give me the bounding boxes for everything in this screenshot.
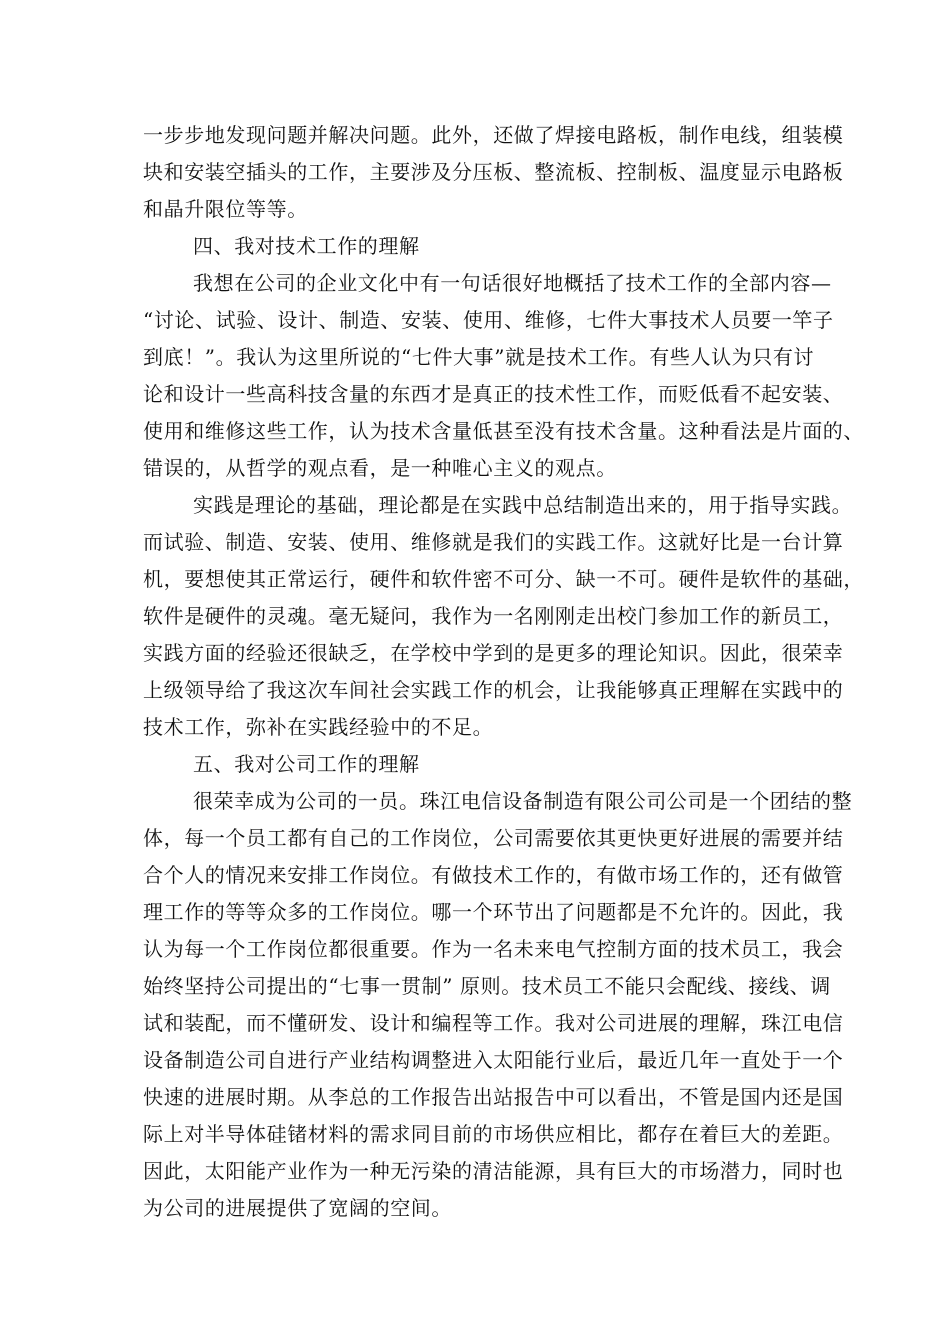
- text-line: 我想在公司的企业文化中有一句话很好地概括了技术工作的全部内容—: [193, 271, 832, 295]
- section-heading-5: 五、我对公司工作的理解: [193, 752, 420, 776]
- text-line: 软件是硬件的灵魂。毫无疑问，我作为一名刚刚走出校门参加工作的新员工，: [143, 604, 844, 628]
- text-line: 很荣幸成为公司的一员。珠江电信设备制造有限公司公司是一个团结的整: [193, 789, 853, 813]
- text-line: 实践方面的经验还很缺乏，在学校中学到的是更多的理论知识。因此，很荣幸: [143, 641, 844, 665]
- text-line: 认为每一个工作岗位都很重要。作为一名未来电气控制方面的技术员工，我会: [143, 937, 844, 961]
- text-line: 始终坚持公司提出的“七事一贯制” 原则。技术员工不能只会配线、接线、调: [143, 974, 831, 998]
- text-line: 机，要想使其正常运行，硬件和软件密不可分、缺一不可。硬件是软件的基础，: [143, 567, 864, 591]
- text-line: 论和设计一些高科技含量的东西才是真正的技术性工作，而贬低看不起安装、: [143, 382, 844, 406]
- text-line: 体，每一个员工都有自己的工作岗位，公司需要依其更快更好进展的需要并结: [143, 826, 844, 850]
- text-line: 上级领导给了我这次车间社会实践工作的机会，让我能够真正理解在实践中的: [143, 678, 844, 702]
- text-line: 而试验、制造、安装、使用、维修就是我们的实践工作。这就好比是一台计算: [143, 530, 844, 554]
- text-line: 使用和维修这些工作，认为技术含量低甚至没有技术含量。这种看法是片面的、: [143, 419, 864, 443]
- text-line: 为公司的进展提供了宽阔的空间。: [143, 1196, 452, 1220]
- text-line: 和晶升限位等等。: [143, 197, 308, 221]
- text-line: 错误的，从哲学的观点看，是一种唯心主义的观点。: [143, 456, 617, 480]
- text-line: 因此，太阳能产业作为一种无污染的清洁能源，具有巨大的市场潜力，同时也: [143, 1159, 844, 1183]
- text-line: 快速的进展时期。从李总的工作报告出站报告中可以看出，不管是国内还是国: [143, 1085, 844, 1109]
- text-line: 块和安装空插头的工作，主要涉及分压板、整流板、控制板、温度显示电路板: [143, 160, 844, 184]
- text-line: 合个人的情况来安排工作岗位。有做技术工作的，有做市场工作的，还有做管: [143, 863, 844, 887]
- text-line: 理工作的等等众多的工作岗位。哪一个环节出了问题都是不允许的。因此，我: [143, 900, 844, 924]
- section-heading-4: 四、我对技术工作的理解: [193, 234, 420, 258]
- text-line: 技术工作，弥补在实践经验中的不足。: [143, 715, 494, 739]
- text-line: 到底！”。我认为这里所说的“七件大事”就是技术工作。有些人认为只有讨: [143, 345, 815, 369]
- text-line: 设备制造公司自进行产业结构调整进入太阳能行业后，最近几年一直处于一个: [143, 1048, 844, 1072]
- text-line: “讨论、试验、设计、制造、安装、使用、维修，七件大事技术人员要一竿子: [143, 308, 834, 332]
- text-line: 际上对半导体硅锗材料的需求同目前的市场供应相比，都存在着巨大的差距。: [143, 1122, 844, 1146]
- text-line: 试和装配，而不懂研发、设计和编程等工作。我对公司进展的理解，珠江电信: [143, 1011, 844, 1035]
- text-line: 一步步地发现问题并解决问题。此外，还做了焊接电路板，制作电线，组装模: [143, 123, 844, 147]
- text-line: 实践是理论的基础，理论都是在实践中总结制造出来的，用于指导实践。: [193, 493, 853, 517]
